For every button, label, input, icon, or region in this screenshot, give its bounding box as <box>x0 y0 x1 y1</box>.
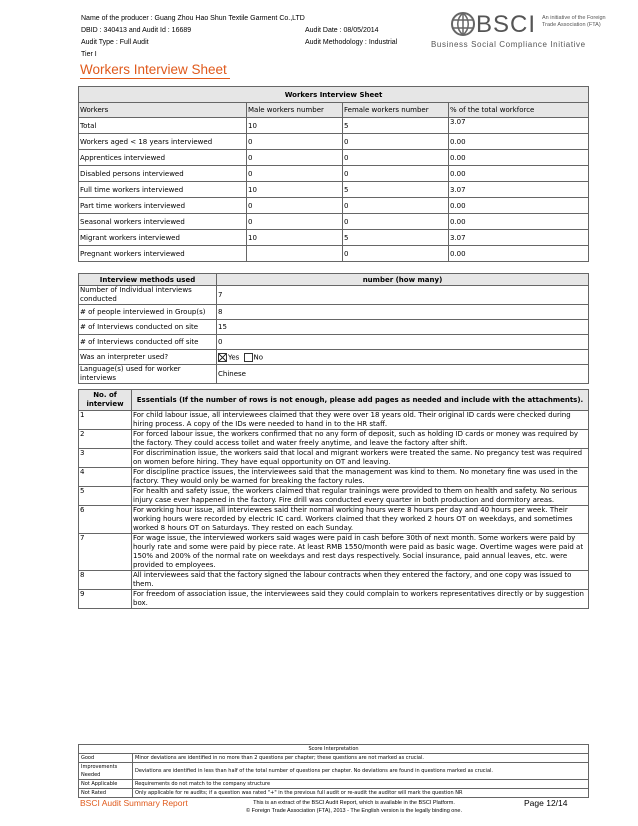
audit-type: Audit Type : Full Audit <box>81 39 149 46</box>
table-cell: 0 <box>343 214 449 230</box>
table-header-row <box>79 103 589 118</box>
table-header-row <box>79 390 589 411</box>
interpreter-checkboxes <box>217 350 589 365</box>
table-cell: 10 <box>247 118 343 134</box>
table-cell: 0 <box>343 246 449 262</box>
table-row <box>79 468 589 487</box>
audit-date: Audit Date : 08/05/2014 <box>305 27 379 34</box>
interview-number: 7 <box>79 534 132 571</box>
globe-icon <box>450 10 476 38</box>
table-row <box>79 230 589 246</box>
table-cell: 3.07 <box>449 230 589 246</box>
table-cell: 0.00 <box>449 150 589 166</box>
table-row <box>79 571 589 590</box>
interview-text: For child labour issue, all interviewees claimed that they were over 18 years old. Their original ID cards were checked during hiring process. A copy of the IDs were needed to hand in to the HR staff. <box>132 411 589 430</box>
table-header-row <box>79 274 589 286</box>
table-cell: 0.00 <box>449 134 589 150</box>
score-description: Minor deviations are identified in no more than 2 questions per chapter; these questions are not marked as crucial. <box>133 754 589 763</box>
page-title: Workers Interview Sheet <box>80 62 227 77</box>
table-row <box>79 134 589 150</box>
table-cell: 15 <box>217 320 589 335</box>
table-row <box>79 286 589 305</box>
table-row <box>79 198 589 214</box>
footer-notice <box>228 799 480 815</box>
score-label: Not Rated <box>79 789 133 798</box>
page-number: Page 12/14 <box>524 798 568 808</box>
table-cell: # of people interviewed in Group(s) <box>79 305 217 320</box>
title-underline <box>80 78 230 79</box>
table-cell: 7 <box>217 286 589 305</box>
interview-text: All interviewees said that the factory signed the labour contracts when they entered the factory, and one copy was issued to them. <box>132 571 589 590</box>
interview-text: For discrimination issue, the workers said that local and migrant workers were treated the same. No pregancy test was required on women before hiring. They have equal opportunity on OT and leaving. <box>132 449 589 468</box>
score-description: Deviations are identified in less than half of the total number of questions per chapter. No deviations are found in questions marked as crucial. <box>133 763 589 780</box>
score-description: Requirements do not match to the company structure <box>133 780 589 789</box>
table-cell: 0.00 <box>449 198 589 214</box>
score-label: Improvements Needed <box>79 763 133 780</box>
table-row <box>79 214 589 230</box>
table-cell: 0 <box>343 134 449 150</box>
essentials-table <box>78 389 589 609</box>
table-row <box>79 182 589 198</box>
table-cell: 0 <box>247 198 343 214</box>
interview-number: 8 <box>79 571 132 590</box>
workers-table <box>78 86 589 262</box>
interview-text: For freedom of association issue, the interviewees said they could complain to workers representatives directly or by suggestion box. <box>132 590 589 609</box>
checkbox-yes[interactable] <box>218 353 227 362</box>
table-cell: 0.00 <box>449 214 589 230</box>
table-cell: Was an interpreter used? <box>79 350 217 365</box>
table-cell: # of Interviews conducted on site <box>79 320 217 335</box>
table-cell: Pregnant workers interviewed <box>79 246 247 262</box>
interview-text: For discipline practice issues, the interviewees said that the management was kind to them. No monetary fine was used in the factory. They would only be warned for breaking the factory rules. <box>132 468 589 487</box>
table-cell: Workers aged < 18 years interviewed <box>79 134 247 150</box>
table-cell: Number of Individual interviews conducted <box>79 286 217 305</box>
interview-text: For working hour issue, all interviewees said their normal working hours were 8 hours per day and 40 hours per week. Their working hours were recorded by electric IC card. Workers claimed that they worked 2 hours OT on weekdays, and sometimes worked 8 hours OT on Saturdays. They rested on each Sunday. <box>132 506 589 534</box>
score-label: Good <box>79 754 133 763</box>
table-row <box>79 118 589 134</box>
table-cell: Migrant workers interviewed <box>79 230 247 246</box>
audit-methodology: Audit Methodology : Industrial <box>305 39 398 46</box>
table-row <box>79 780 589 789</box>
table-cell: 10 <box>247 182 343 198</box>
score-interpretation-table <box>78 744 589 798</box>
table-cell: 0 <box>247 134 343 150</box>
column-header: Workers <box>79 103 247 118</box>
table-cell: 5 <box>343 118 449 134</box>
table-cell: 0 <box>247 150 343 166</box>
interview-number: 1 <box>79 411 132 430</box>
table-cell: Part time workers interviewed <box>79 198 247 214</box>
checkbox-no-label: No <box>253 353 264 361</box>
table-row <box>79 365 589 384</box>
interview-number: 4 <box>79 468 132 487</box>
table-cell: 0 <box>343 198 449 214</box>
table-cell: 0 <box>343 150 449 166</box>
table-row <box>79 763 589 780</box>
interview-number: 2 <box>79 430 132 449</box>
table-cell: 8 <box>217 305 589 320</box>
score-caption: Score Interpretation <box>79 745 589 754</box>
table-row <box>79 754 589 763</box>
table-cell: # of Interviews conducted off site <box>79 335 217 350</box>
interview-number: 3 <box>79 449 132 468</box>
table-cell: 0 <box>217 335 589 350</box>
table-cell: 0.00 <box>449 246 589 262</box>
column-header: Female workers number <box>343 103 449 118</box>
table-row <box>79 411 589 430</box>
table-row <box>79 150 589 166</box>
table-row <box>79 430 589 449</box>
table-row <box>79 166 589 182</box>
interview-text: For health and safety issue, the workers claimed that regular trainings were provided to them on health and safety. No serious injury case ever happened in the factory. Fire drill was conducted every quarter in both production and dormitory areas. <box>132 487 589 506</box>
interview-number: 9 <box>79 590 132 609</box>
tier: Tier I <box>81 51 97 58</box>
table-cell: 0 <box>247 214 343 230</box>
table-row <box>79 246 589 262</box>
footer-report-name: BSCI Audit Summary Report <box>80 798 188 808</box>
table-cell: 5 <box>343 230 449 246</box>
interview-methods-table <box>78 273 589 384</box>
table-row <box>79 305 589 320</box>
interview-text: For wage issue, the interviewed workers said wages were paid in cash before 30th of next month. Some workers were paid by hourly rate and some were paid by piece rate. At least RMB 1550/month were paid as basic wage. Overtime wages were paid at 150% and 200% of the normal rate on weekdays and rest days respectively. Social insurance, paid annual leaves, etc. were provided to employees. <box>132 534 589 571</box>
table-row <box>79 350 589 365</box>
table-cell: 0.00 <box>449 166 589 182</box>
table-cell: 0 <box>343 166 449 182</box>
logo-name: BSCI <box>476 11 537 38</box>
table-cell: 10 <box>247 230 343 246</box>
checkbox-no[interactable] <box>244 353 253 362</box>
table-row <box>79 590 589 609</box>
table-row <box>79 487 589 506</box>
checkbox-yes-label: Yes <box>228 353 240 361</box>
table-cell: Total <box>79 118 247 134</box>
column-header: % of the total workforce <box>449 103 589 118</box>
producer-name: Name of the producer : Guang Zhou Hao Shun Textile Garment Co.,LTD <box>81 15 305 22</box>
table-cell: 3.07 <box>449 118 589 134</box>
table-cell: 5 <box>343 182 449 198</box>
table-cell: Apprentices interviewed <box>79 150 247 166</box>
logo-subtitle: An initiative of the Foreign Trade Association (FTA) <box>542 15 606 28</box>
column-header: Essentials (If the number of rows is not enough, please add pages as needed and include with the attachments). <box>132 390 589 411</box>
column-header: No. of interview <box>79 390 132 411</box>
dbid: DBID : 340413 and Audit Id : 16689 <box>81 27 192 34</box>
score-label: Not Applicable <box>79 780 133 789</box>
footer-notice-line: This is an extract of the BSCI Audit Report, which is available in the BSCI Platform. <box>253 800 455 806</box>
interview-number: 5 <box>79 487 132 506</box>
interview-number: 6 <box>79 506 132 534</box>
table-row <box>79 449 589 468</box>
table-cell: Chinese <box>217 365 589 384</box>
table-cell: 0 <box>247 166 343 182</box>
column-header: Interview methods used <box>79 274 217 286</box>
column-header: number (how many) <box>217 274 589 286</box>
score-description: Only applicable for re audits; if a question was rated "+" in the previous full audit or re-audit the auditor will mark the question NR <box>133 789 589 798</box>
workers-table-caption: Workers Interview Sheet <box>79 87 589 103</box>
footer-copyright: © Foreign Trade Association (FTA), 2013 - The English version is the legally binding one. <box>245 808 463 814</box>
table-row <box>79 534 589 571</box>
table-cell <box>247 246 343 262</box>
interview-text: For forced labour issue, the workers confirmed that no any form of deposit, such as holding ID cards or money was required by the factory. They could access toilet and water freely anytime, and leave the factory after shift. <box>132 430 589 449</box>
table-row <box>79 506 589 534</box>
table-cell: Seasonal workers interviewed <box>79 214 247 230</box>
table-cell: 3.07 <box>449 182 589 198</box>
column-header: Male workers number <box>247 103 343 118</box>
table-cell: Language(s) used for worker interviews <box>79 365 217 384</box>
logo-tagline: Business Social Compliance Initiative <box>431 40 586 49</box>
table-cell: Disabled persons interviewed <box>79 166 247 182</box>
table-row <box>79 335 589 350</box>
table-cell: Full time workers interviewed <box>79 182 247 198</box>
table-row <box>79 320 589 335</box>
table-row <box>79 789 589 798</box>
